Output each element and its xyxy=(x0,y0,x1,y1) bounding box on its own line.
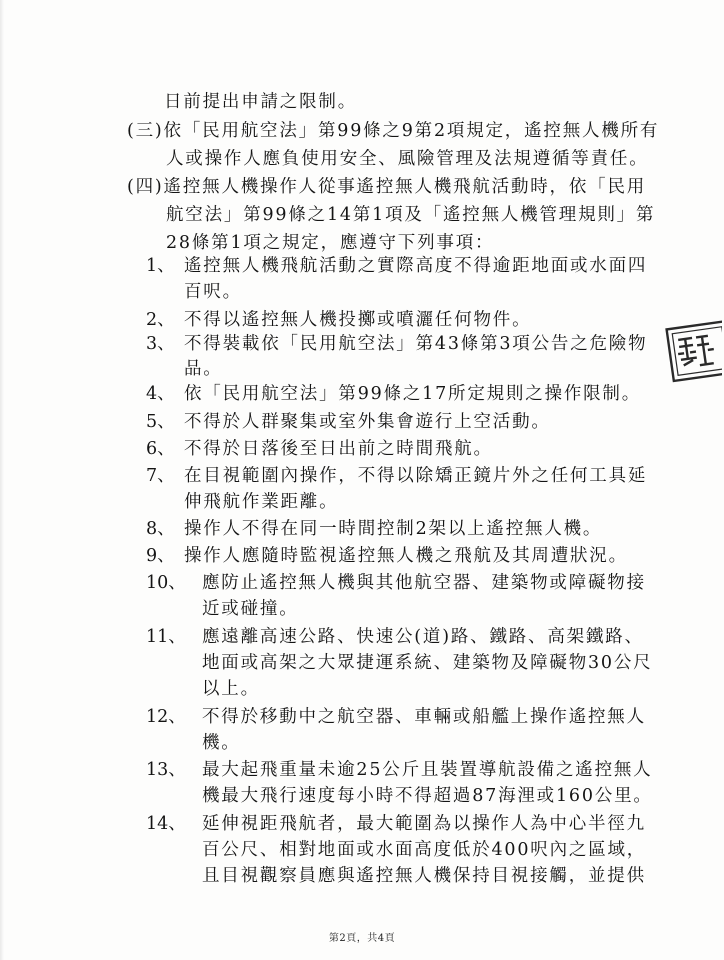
text-line: (四)遙控無人機操作人從事遙控無人機飛航活動時，依「民用 xyxy=(127,177,647,197)
item-number: 2、 xyxy=(146,310,175,330)
item-text-line: 機。 xyxy=(202,733,241,753)
item-text-line: 近或碰撞。 xyxy=(202,599,299,619)
text-line: 人或操作人應負使用安全、風險管理及法規遵循等責任。 xyxy=(166,149,649,169)
item-text-line: 且目視觀察員應與遙控無人機保持目視接觸，並提供 xyxy=(202,866,646,886)
item-number: 4、 xyxy=(146,384,175,404)
item-number: 10、 xyxy=(146,573,186,593)
item-text-line: 不得以遙控無人機投擲或噴灑任何物件。 xyxy=(184,310,532,330)
text-line: 日前提出申請之限制。 xyxy=(164,92,357,112)
item-text-line: 遙控無人機飛航活動之實際高度不得逾距地面或水面四 xyxy=(184,256,648,276)
item-text-line: 在目視範圍內操作，不得以除矯正鏡片外之任何工具延 xyxy=(184,466,648,486)
item-text-line: 應遠離高速公路、快速公(道)路、鐵路、高架鐵路、 xyxy=(202,627,644,647)
item-text-line: 地面或高架之大眾捷運系統、建築物及障礙物30公尺 xyxy=(202,653,653,673)
text-line: 28條第1項之規定，應遵守下列事項： xyxy=(166,233,495,253)
item-number: 8、 xyxy=(146,519,175,539)
item-text-line: 不得於人群聚集或室外集會遊行上空活動。 xyxy=(184,412,551,432)
item-text-line: 應防止遙控無人機與其他航空器、建築物或障礙物接 xyxy=(202,573,646,593)
item-number: 12、 xyxy=(146,707,186,727)
item-text-line: 伸飛航作業距離。 xyxy=(184,492,339,512)
seal-stamp xyxy=(664,318,722,386)
item-text-line: 依「民用航空法」第99條之17所定規則之操作限制。 xyxy=(184,384,642,404)
item-text-line: 不得裝載依「民用航空法」第43條第3項公告之危險物 xyxy=(184,334,648,354)
item-text-line: 操作人不得在同一時間控制2架以上遙控無人機。 xyxy=(184,519,603,539)
item-text-line: 百公尺、相對地面或水面高度低於400呎內之區域， xyxy=(202,840,647,860)
text-line: 航空法」第99條之14第1項及「遙控無人機管理規則」第 xyxy=(166,205,656,225)
item-text-line: 以上。 xyxy=(202,679,260,699)
item-text-line: 最大起飛重量未逾25公斤且裝置導航設備之遙控無人 xyxy=(202,760,653,780)
item-text-line: 百呎。 xyxy=(184,282,242,302)
item-text-line: 機最大飛行速度每小時不得超過87海浬或160公里。 xyxy=(202,786,653,806)
item-number: 6、 xyxy=(146,439,175,459)
item-number: 9、 xyxy=(146,546,175,566)
item-number: 14、 xyxy=(146,814,186,834)
item-text-line: 延伸視距飛航者，最大範圍為以操作人為中心半徑九 xyxy=(202,814,646,834)
item-number: 1、 xyxy=(146,256,175,276)
scan-edge-shadow xyxy=(0,0,4,960)
item-number: 5、 xyxy=(146,412,175,432)
item-text-line: 不得於移動中之航空器、車輛或船艦上操作遙控無人 xyxy=(202,707,646,727)
page-footer: 第2頁，共4頁 xyxy=(328,933,396,944)
item-number: 13、 xyxy=(146,760,186,780)
text-line: (三)依「民用航空法」第99條之9第2項規定，遙控無人機所有 xyxy=(127,121,660,141)
item-number: 7、 xyxy=(146,466,175,486)
item-number: 3、 xyxy=(146,334,175,354)
item-number: 11、 xyxy=(146,627,186,647)
item-text-line: 操作人應隨時監視遙控無人機之飛航及其周遭狀況。 xyxy=(184,546,628,566)
item-text-line: 不得於日落後至日出前之時間飛航。 xyxy=(184,439,493,459)
item-text-line: 品。 xyxy=(184,359,223,379)
